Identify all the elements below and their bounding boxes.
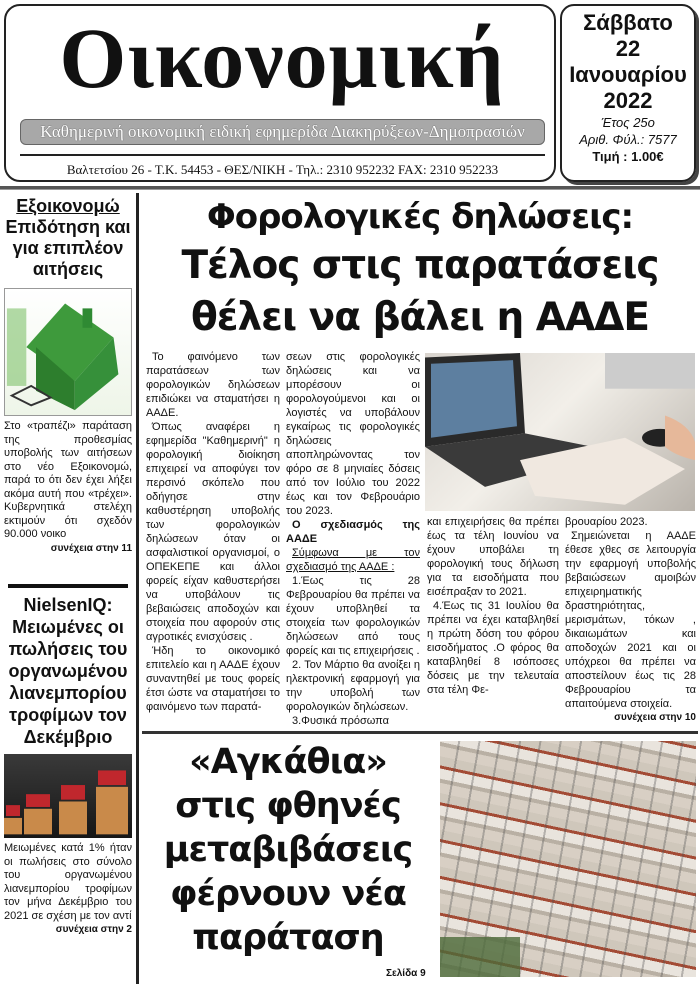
- paragraph: Το φαινόμενο των παρατάσεων των φορολογικών δηλώσεων επιδιώκει να σταματήσει η ΑΑΔΕ.: [146, 351, 280, 419]
- paragraph: και επιχειρήσεις θα πρέπει έως τα τέλη Ιουνίου να έχουν υποβάλει τη φορολογική τους δήλωση για τα εισοδήματα που εισέπραξαν το 2021.: [427, 516, 559, 598]
- paragraph: Σύμφωνα με τον σχεδιασμό της ΑΑΔΕ :: [286, 547, 420, 573]
- subheading: Ο σχεδιασμός της ΑΑΔΕ: [286, 519, 420, 545]
- headline-line: θέλει να βάλει η ΑΑΔΕ: [190, 295, 649, 340]
- divider: [142, 731, 698, 734]
- page-reference[interactable]: Σελίδα 9: [386, 968, 426, 979]
- lead-column-2: [286, 350, 420, 728]
- continued-link[interactable]: συνέχεια στην 2: [55, 924, 132, 935]
- divider: [20, 154, 545, 156]
- paragraph: Όπως αναφέρει η εφημερίδα "Καθημερινή" η φορολογική διοίκηση επιχειρεί να αποφύγει τον περσινό σκόπελο που οδήγησε στην καθυστέρηση υποβολής των φορολογικών δηλώσεων όταν οι ασφαλιστικοί οργανισμοί, ο ΟΠΕΚΕΠΕ και άλλοι φορείς είχαν καθυστερήσει να υποβάλουν τις βεβαιώσεις αποδοχών και στοιχεία που αφορούν στις αγροτικές ενισχύσεις .: [146, 421, 280, 643]
- laptop-photo: [425, 353, 695, 511]
- headline[interactable]: Επιδότηση και για επιπλέον αιτήσεις: [5, 217, 131, 279]
- paragraph: σεων στις φορολογικές δηλώσεις και να μπορέσουν οι φορολογούμενοι και οι λογιστές να υποβάλουν εγκαίρως τις φορολογικές δηλώσεις αποπληρώνοντας τον φόρο σε 8 μηνιαίες δόσεις από τον Ιούλιο του 2022 έως και τον Φεβρουάριο του 2023.: [286, 351, 420, 517]
- paragraph: 3.Φυσικά πρόσωπα: [292, 715, 389, 727]
- lead-column-4: [565, 515, 696, 724]
- lead-headline[interactable]: [142, 194, 698, 344]
- shopping-baskets-coins-image: [4, 754, 132, 838]
- city-aerial-photo: [440, 741, 696, 977]
- kicker: Εξοικονομώ: [16, 196, 120, 216]
- headline-line: παράταση: [192, 918, 384, 958]
- headline-line: φέρνουν νέα: [170, 874, 406, 914]
- green-house-image: [4, 288, 132, 416]
- headline[interactable]: NielsenIQ: Μειωμένες οι πωλήσεις του οργανωμένου λιανεμπορίου τροφίμων τον Δεκέμβριο: [8, 595, 128, 747]
- masthead: [4, 4, 556, 182]
- side-story-nielseniq[interactable]: [4, 594, 132, 936]
- second-headline[interactable]: [142, 740, 434, 960]
- paragraph: Ήδη το οικονομικό επιτελείο και η ΑΑΔΕ έχουν συναντηθεί με τους φορείς έτσι ώστε να σταματήσει το φαινόμενο των παρατά-: [146, 645, 280, 713]
- paragraph: Σημειώνεται η ΑΑΔΕ έθεσε χθες σε λειτουργία την εφαρμογή υποβολής βεβαιώσεων αμοιβών επιχειρηματικής δραστηριότητας, μερισμάτων, τόκων , δικαιωμάτων και αποδοχών 2021 και οι υπόχρεοι θα πρέπει να αποστείλουν έως τις 28 Φεβρουαρίου τα απαιτούμενα στοιχεία.: [565, 530, 696, 710]
- paragraph: 1.Έως τις 28 Φεβρουαρίου θα πρέπει να έχουν υποβληθεί τα στοιχεία των φορολογικών δηλώσεων από τους φορείς και τις επιχειρήσεις .: [286, 575, 420, 657]
- headline-line: Τέλος στις παρατάσεις: [181, 243, 659, 288]
- month: Ιανουαρίου: [569, 62, 687, 87]
- side-story-exoikonomo[interactable]: [4, 196, 132, 555]
- paragraph: βρουαρίου 2023.: [565, 516, 648, 528]
- paragraph: 2. Τον Μάρτιο θα ανοίξει η ηλεκτρονική εφαρμογή για την υποβολή των φορολογικών δηλώσεων.: [286, 659, 420, 713]
- date: 22: [615, 36, 641, 61]
- headline-line: Φορολογικές δηλώσεις:: [206, 197, 634, 237]
- divider: [8, 584, 128, 588]
- continued-link[interactable]: συνέχεια στην 11: [50, 542, 132, 554]
- headline-line: στις φθηνές: [175, 786, 401, 826]
- paragraph: 4.Έως τις 31 Ιουλίου θα πρέπει να έχει καταβληθεί η πρώτη δόση του φόρου εισοδήματος .Ο φόρος θα καταβληθεί 8 ισόποσες δόσεις με την τελευταία στα τέλη Φε-: [427, 600, 559, 696]
- continued-link[interactable]: συνέχεια στην 10: [614, 712, 696, 723]
- lead-column-3: [427, 515, 559, 697]
- headline-line: «Αγκάθια»: [189, 742, 387, 782]
- tagline: Καθημερινή οικονομική ειδική εφημερίδα Διακηρύξεων-Δημοπρασιών: [20, 119, 545, 145]
- divider: [0, 186, 700, 190]
- day: Σάββατο: [583, 10, 673, 35]
- date-box: [560, 4, 696, 182]
- column-divider: [136, 193, 139, 984]
- newspaper-title: Οικονομική: [59, 10, 505, 106]
- headline-line: μεταβιβάσεις: [163, 830, 413, 870]
- issue-number: Αριθ. Φύλ.: 7577: [579, 132, 677, 147]
- volume: Έτος 25ο: [601, 115, 655, 130]
- body-text: Στο «τραπέζι» παράταση της προθεσμίας υποβολής των αιτήσεων στο νέο Εξοικονομώ, παρά το ότι δεν έχει λήξει ακόμα αυτή που «τρέχει». Κυβερνητικά στελέχη εκτιμούν ότι σχεδόν 90.000 νοικο: [4, 420, 132, 540]
- lead-column-1: [146, 350, 280, 714]
- year: 2022: [603, 88, 653, 113]
- body-text: Μειωμένες κατά 1% ήταν οι πωλήσεις στο σύνολο του οργανωμένου λιανεμπορίου τροφίμων τον μήνα Δεκέμβριο του 2021 σε σχέση με τον αντί: [4, 842, 132, 922]
- price: Τιμή : 1.00€: [592, 149, 664, 164]
- address: Βαλτετσίου 26 - Τ.Κ. 54453 - ΘΕΣ/ΝΙΚΗ - Τηλ.: 2310 952232 FAX: 2310 952233: [66, 162, 499, 177]
